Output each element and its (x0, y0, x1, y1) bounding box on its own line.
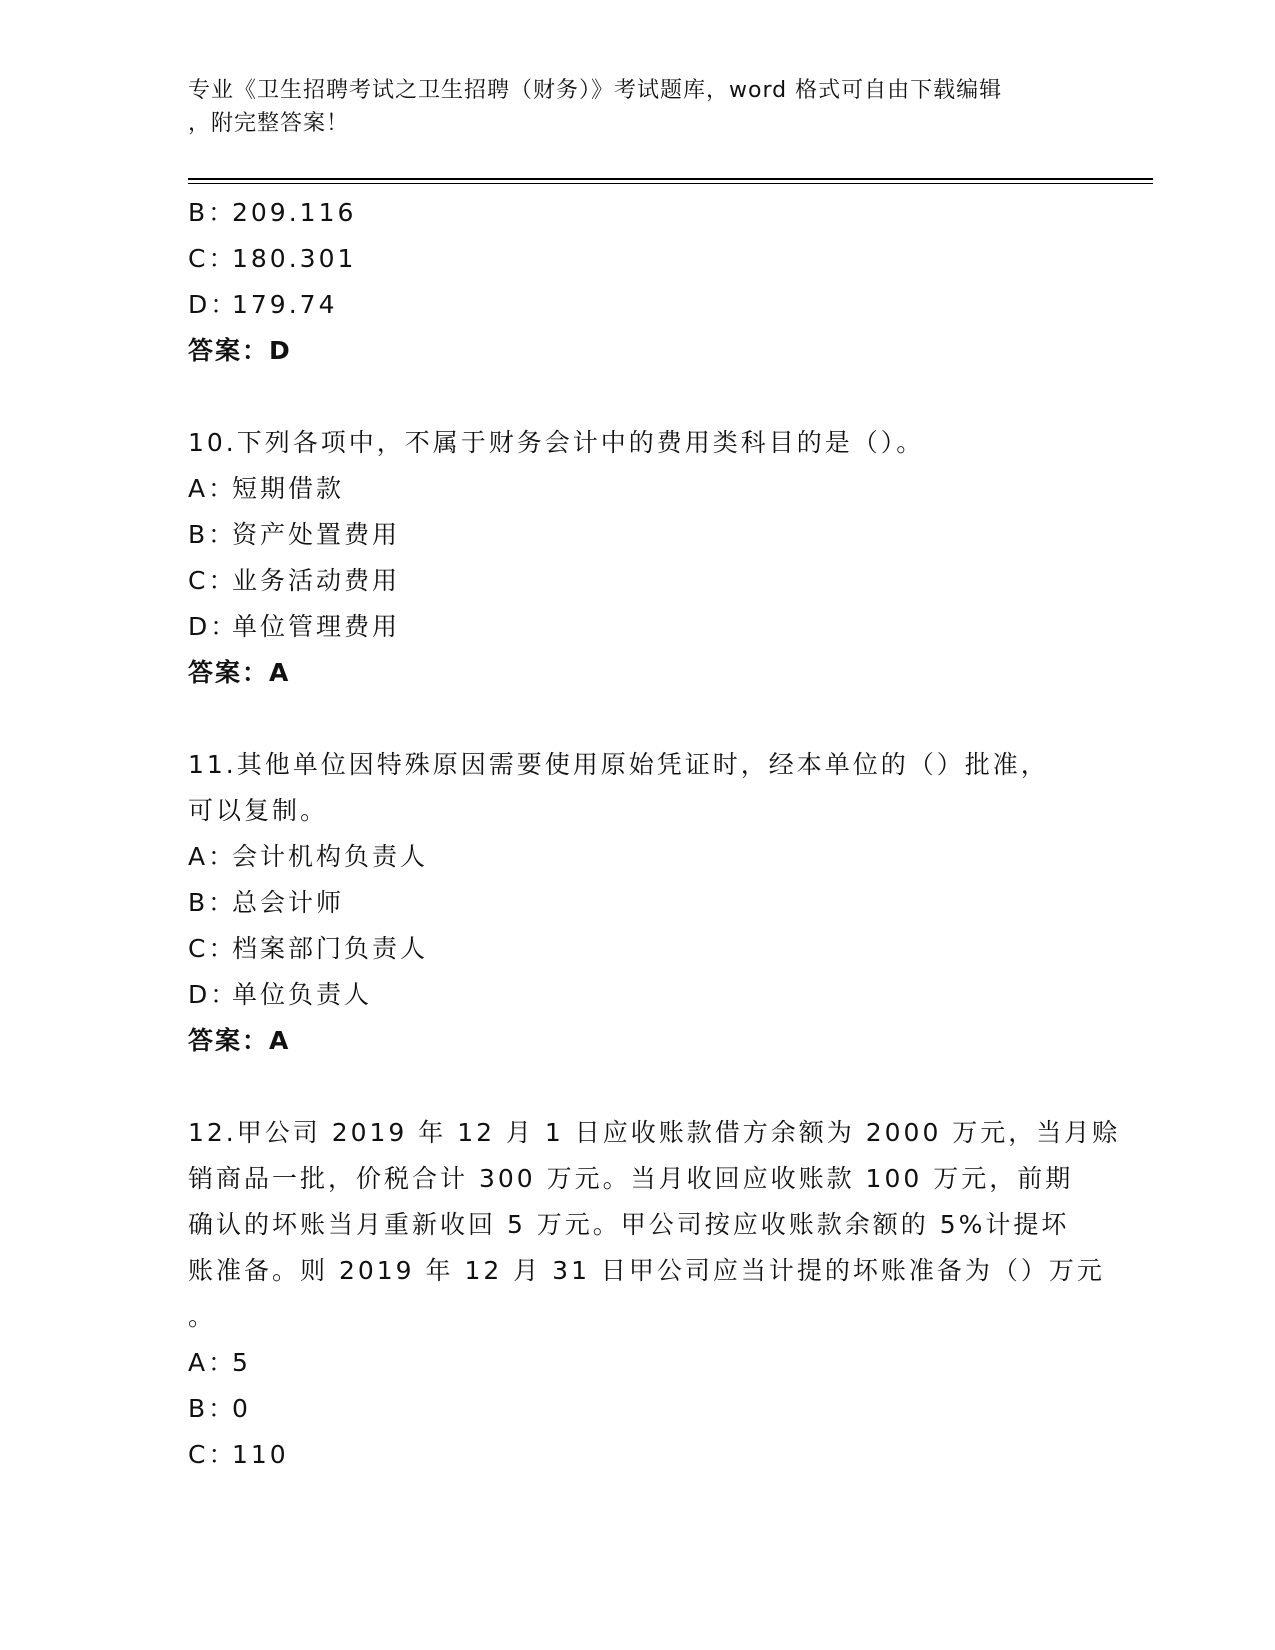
question-stem: 确认的坏账当月重新收回 5 万元。甲公司按应收账款余额的 5%计提坏 (188, 1210, 1070, 1239)
option-key: C： (188, 1440, 237, 1469)
option-key: D： (188, 290, 239, 319)
option-text: 单位负责人 (232, 980, 373, 1009)
option-c (188, 236, 1088, 282)
option-b (188, 1386, 1088, 1432)
answer: 答案：A (188, 658, 291, 687)
question-stem: 销商品一批，价税合计 300 万元。当月收回应收账款 100 万元，前期 (188, 1164, 1074, 1193)
option-b (188, 190, 1088, 236)
option-key: B： (188, 888, 237, 917)
option-key: B： (188, 198, 237, 227)
answer: 答案：A (188, 1026, 291, 1055)
question-11 (188, 742, 1088, 1064)
option-text: 179.74 (232, 290, 338, 319)
option-text: 209.116 (232, 198, 357, 227)
option-key: C： (188, 934, 237, 963)
question-stem: 可以复制。 (188, 796, 329, 825)
option-text: 总会计师 (232, 888, 345, 917)
option-key: A： (188, 1348, 237, 1377)
option-key: C： (188, 566, 237, 595)
option-a (188, 834, 1088, 880)
question-10 (188, 420, 1088, 696)
option-key: C： (188, 244, 237, 273)
option-text: 资产处置费用 (232, 520, 401, 549)
option-d (188, 604, 1088, 650)
option-a (188, 466, 1088, 512)
option-text: 单位管理费用 (232, 612, 401, 641)
option-text: 会计机构负责人 (232, 842, 429, 871)
question-stem: 12.甲公司 2019 年 12 月 1 日应收账款借方余额为 2000 万元，当月赊 (188, 1118, 1121, 1147)
option-key: B： (188, 520, 237, 549)
option-text: 5 (232, 1348, 251, 1377)
option-c (188, 1432, 1088, 1478)
option-a (188, 1340, 1088, 1386)
answer: 答案：D (188, 336, 292, 365)
option-text: 0 (232, 1394, 251, 1423)
option-c (188, 558, 1088, 604)
question-list (188, 190, 1121, 1478)
question-stem: 账准备。则 2019 年 12 月 31 日甲公司应当计提的坏账准备为（）万元 (188, 1256, 1105, 1285)
option-b (188, 512, 1088, 558)
option-d (188, 972, 1088, 1018)
header-line-2: ，附完整答案！ (188, 111, 350, 136)
option-text: 180.301 (232, 244, 357, 273)
question-stem: 11.其他单位因特殊原因需要使用原始凭证时，经本单位的（）批准， (188, 750, 1049, 779)
document-header (188, 74, 1068, 140)
header-divider (188, 178, 1153, 180)
option-b (188, 880, 1088, 926)
question-stem: 。 (188, 1302, 217, 1331)
header-divider-thin (188, 183, 1153, 184)
option-text: 110 (232, 1440, 289, 1469)
option-key: B： (188, 1394, 237, 1423)
option-text: 短期借款 (232, 474, 345, 503)
option-key: A： (188, 842, 237, 871)
option-key: A： (188, 474, 237, 503)
option-text: 档案部门负责人 (232, 934, 429, 963)
question-stem: 10.下列各项中，不属于财务会计中的费用类科目的是（）。 (188, 428, 925, 457)
option-text: 业务活动费用 (232, 566, 401, 595)
question-12 (188, 1110, 1121, 1478)
option-d (188, 282, 1088, 328)
option-key: D： (188, 612, 239, 641)
option-c (188, 926, 1088, 972)
option-key: D： (188, 980, 239, 1009)
question-9 (188, 190, 1088, 374)
header-line-1: 专业《卫生招聘考试之卫生招聘（财务）》考试题库，word 格式可自由下载编辑 (188, 78, 1003, 103)
